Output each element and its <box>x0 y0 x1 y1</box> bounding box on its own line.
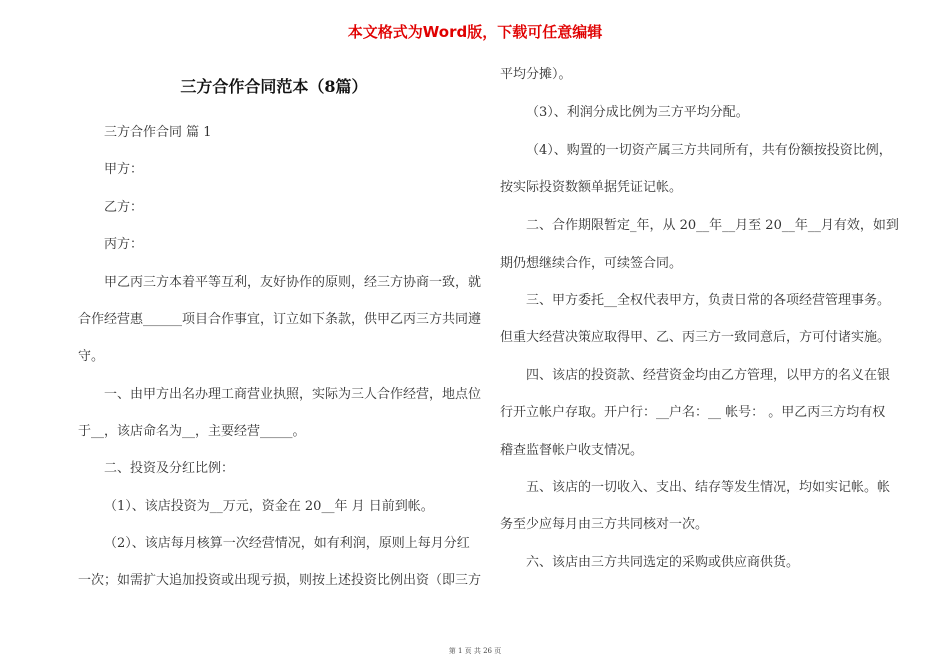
party-c-line: 丙方： <box>104 237 144 252</box>
paragraph-line: 一次；如需扩大追加投资或出现亏损，则按上述投资比例出资（即三方 <box>78 573 482 588</box>
paragraph-line: 但重大经营决策应取得甲、乙、丙三方一致同意后，方可付诸实施。 <box>500 330 891 345</box>
paragraph-line: 二、合作期限暂定_年，从 20__年__月至 20__年__月有效，如到 <box>526 218 899 233</box>
paragraph-line: （3）、利润分成比例为三方平均分配。 <box>526 105 749 120</box>
paragraph-line: 甲乙丙三方本着平等互利，友好协作的原则，经三方协商一致，就 <box>104 275 482 290</box>
page-number: 第 1 页 共 26 页 <box>448 647 502 655</box>
party-b-line: 乙方： <box>104 200 144 215</box>
paragraph-line: 四、该店的投资款、经营资金均由乙方管理，以甲方的名义在银 <box>526 368 891 383</box>
paragraph-line: （1）、该店投资为__万元，资金在 20__年 月 日前到帐。 <box>104 499 434 514</box>
paragraph-line: 六、该店由三方共同选定的采购或供应商供货。 <box>526 555 800 570</box>
paragraph-line: 行开立帐户存取。开户行：__户名：__ 帐号： 。甲乙丙三方均有权 <box>500 405 886 420</box>
format-banner: 本文格式为Word版，下载可任意编辑 <box>347 23 603 41</box>
paragraph-line: （2）、该店每月核算一次经营情况，如有利润，原则上每月分红 <box>104 536 470 551</box>
party-a-line: 甲方： <box>104 162 144 177</box>
paragraph-line: 务至少应每月由三方共同核对一次。 <box>500 517 709 532</box>
paragraph-line: 按实际投资数额单据凭证记帐。 <box>500 180 683 195</box>
paragraph-line: 于__，该店命名为__，主要经营_____。 <box>78 424 306 439</box>
paragraph-line: 守。 <box>78 349 105 364</box>
document-title: 三方合作合同范本（8篇） <box>180 77 368 96</box>
paragraph-line: 三、甲方委托__全权代表甲方，负责日常的各项经营管理事务。 <box>526 293 891 308</box>
paragraph-line: 一、由甲方出名办理工商营业执照，实际为三人合作经营，地点位 <box>104 387 482 402</box>
paragraph-line: （4）、购置的一切资产属三方共同所有，共有份额按投资比例， <box>526 143 892 158</box>
paragraph-line: 平均分摊）。 <box>500 67 572 82</box>
paragraph-line: 期仍想继续合作，可续签合同。 <box>500 256 683 271</box>
section-heading: 三方合作合同 篇 1 <box>104 125 212 140</box>
paragraph-line: 五、该店的一切收入、支出、结存等发生情况，均如实记帐。帐 <box>526 480 891 495</box>
paragraph-line: 合作经营惠______项目合作事宜，订立如下条款，供甲乙丙三方共同遵 <box>78 312 482 327</box>
paragraph-line: 稽查监督帐户收支情况。 <box>500 443 644 458</box>
paragraph-line: 二、投资及分红比例： <box>104 461 235 476</box>
